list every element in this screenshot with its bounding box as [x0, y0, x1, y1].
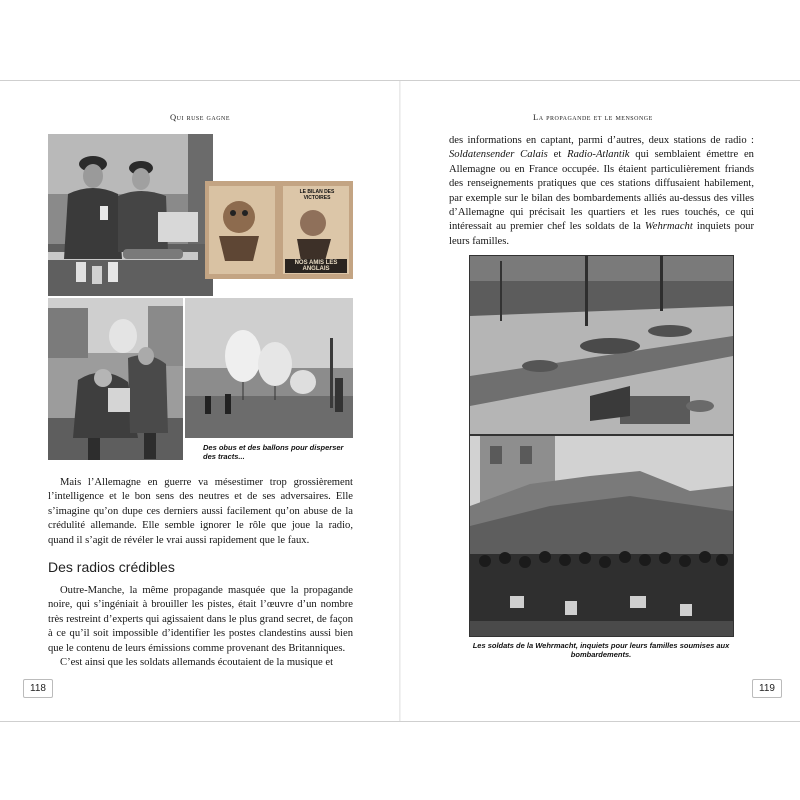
photo-soldiers-shells: [48, 134, 213, 296]
left-body-para-2: [48, 584, 353, 670]
text-segment: des informations en captant, parmi d’autres, deux stations de radio :: [449, 135, 754, 146]
page-number-right: 119: [752, 679, 782, 698]
page-number-left: 118: [23, 679, 53, 698]
text-segment: inquiets pour leurs familles.: [449, 221, 754, 247]
photo-crowd-rubble: [469, 435, 734, 637]
photo-balloons-launch: [185, 298, 353, 438]
photo-bombed-street: [469, 255, 734, 435]
caption-left: Des obus et des ballons pour disperser des tracts...: [203, 443, 344, 461]
gutter: [399, 81, 401, 721]
photo-soldiers-balloon: [48, 298, 183, 460]
leaflet-bottom-text: NOS AMIS LES ANGLAIS: [294, 260, 338, 272]
caption-right: Les soldats de la Wehrmacht, inquiets pour leurs familles soumises aux bombardements.: [472, 641, 730, 659]
right-body-para: [449, 134, 754, 249]
left-body-para-1: [48, 476, 353, 548]
section-title: Des radios crédibles: [48, 559, 175, 575]
photo-propaganda-leaflet: [205, 181, 353, 279]
paragraph-3: C’est ainsi que les soldats allemands écoutaient de la musique et: [60, 657, 334, 669]
wehrmacht-word: Wehrmacht: [644, 221, 693, 233]
paragraph-right: [449, 134, 754, 249]
text-segment: et: [547, 149, 568, 161]
station-name-1: Soldatensender Calais: [449, 149, 548, 161]
paragraph-2: Outre-Manche, la même propagande masquée que la propagande noire, qui s’ingéniait à brouiller les pistes, était l’œuvre d’un nombre très restreint d’experts qui agissaient dans le plus grand secret, de façon à ce qu’il soit impossible d’identifier les postes clandestins aussi bien que le contenu de leurs émissions comme provenant des Britanniques.: [48, 585, 353, 654]
running-head-left: Qui ruse gagne: [170, 112, 231, 122]
running-head-right: La propagande et le mensonge: [533, 112, 653, 122]
paragraph-1: Mais l’Allemagne en guerre va mésestimer trop grossièrement l’intelligence et le bon sens des neutres et de ses adversaires. Elle s’imagine qu’on dupe ces derniers aussi facilement qu’on abuse de la crédulité allemande. Elle semble ignorer le rôle que joue la radio, quand il s’agit de révéler le vrai aussi rapidement que le faux.: [48, 477, 353, 546]
book-spread: [0, 80, 800, 722]
station-name-2: Radio-Atlantik: [567, 149, 630, 161]
leaflet-top-text: LE BILAN DES VICTOIRES: [299, 189, 335, 201]
text-segment: qui semblaient émettre en Allemagne ou en France occupée. Ils étaient particulièrement friands des renseignements pratiques que ces stations diffusaient habilement, par exemple sur le bilan des bombardements alliés au-dessus des villes d’Allemagne qui précisait les quartiers et les rues touchés, ce qui intéressait au premier chef les soldats de la: [449, 149, 754, 233]
